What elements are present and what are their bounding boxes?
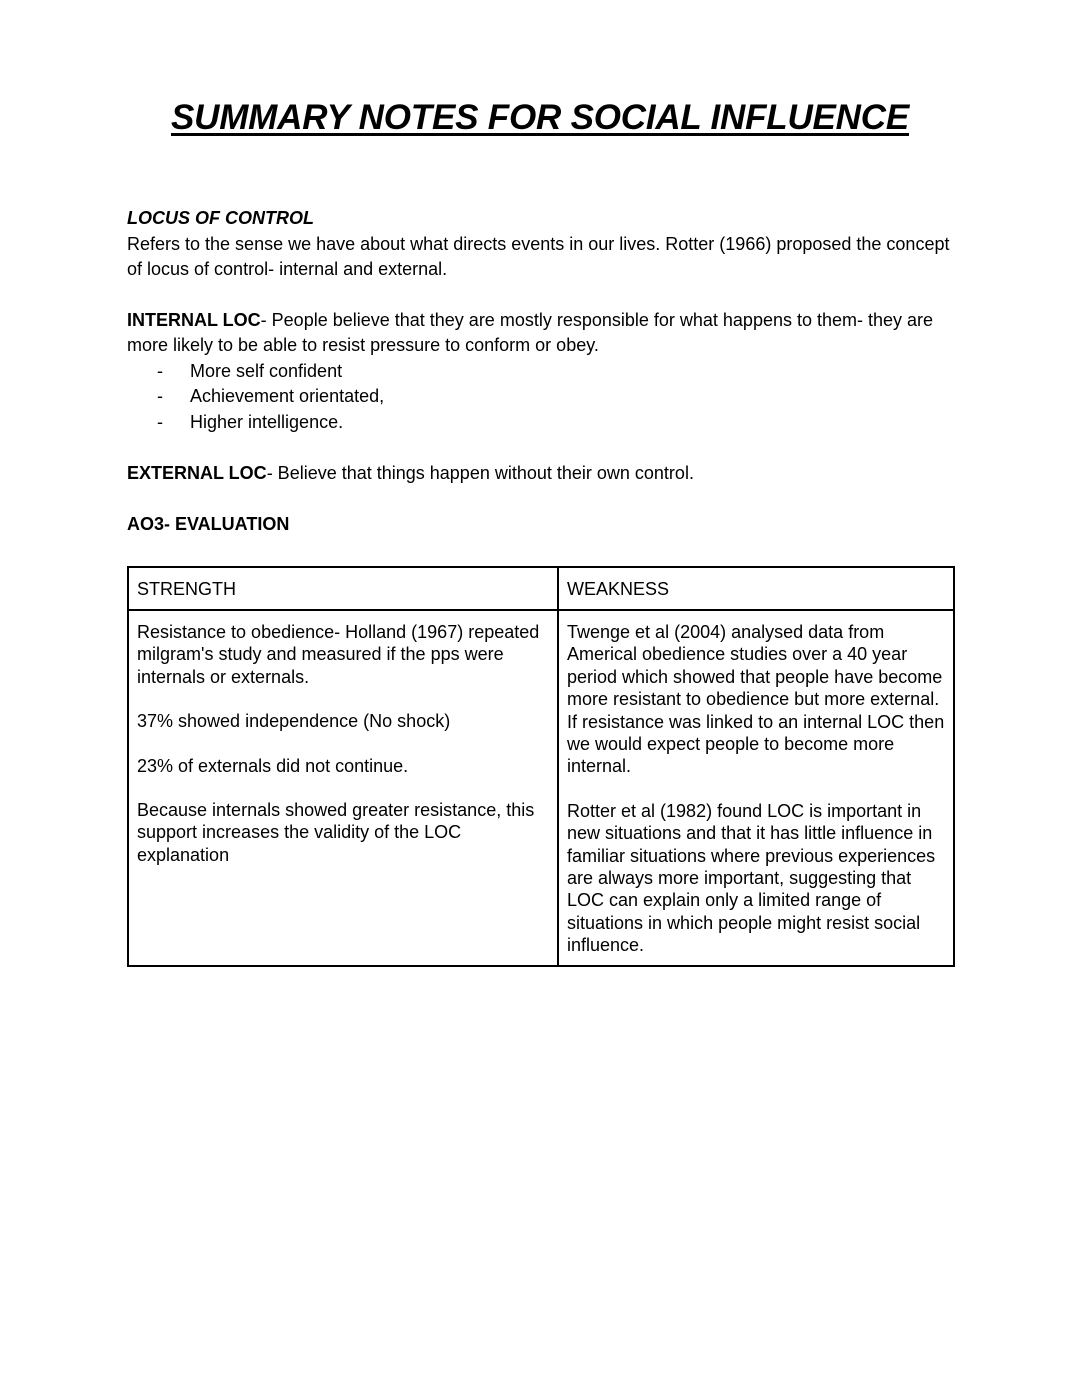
internal-loc-traits-list [127,359,957,436]
evaluation-table [127,566,955,967]
strength-column-header: STRENGTH [128,567,558,610]
table-header-row [128,567,954,610]
weakness-point: Rotter et al (1982) found LOC is important in new situations and that it has little influence in familiar situations where previous experiences are always more important, suggesting that LOC can explain only a limited range of situations in which people might resist social influence. [567,800,936,956]
external-loc-paragraph [127,461,957,487]
trait-text: Higher intelligence. [190,411,344,432]
list-item [127,410,957,436]
weakness-point: If resistance was linked to an internal LOC then we would expect people to become more internal. [567,711,945,777]
dash-bullet-icon: - [157,386,163,406]
strength-point: 37% showed independence (No shock) [137,711,451,732]
external-loc-text: - Believe that things happen without their own control. [266,463,694,483]
loc-heading: LOCUS OF CONTROL [127,208,314,228]
strength-point: 23% of externals did not continue. [137,755,409,776]
strength-point: Resistance to obedience- Holland (1967) repeated milgram's study and measured if the pps were internals or externals. [137,622,540,687]
page-title: SUMMARY NOTES FOR SOCIAL INFLUENCE [171,98,909,137]
external-loc-label: EXTERNAL LOC [127,463,267,483]
strength-cell [128,610,558,966]
weakness-cell [558,610,954,966]
internal-loc-paragraph [127,308,957,359]
trait-text: More self confident [190,360,343,381]
notes-body [127,206,957,537]
evaluation-heading: AO3- EVALUATION [127,513,290,534]
table-row [128,610,954,966]
strength-point: Because internals showed greater resistance, this support increases the validity of the LOC explanation [137,800,535,865]
loc-definition: Refers to the sense we have about what directs events in our lives. Rotter (1966) proposed the concept of locus of control- internal and external. [127,233,950,279]
trait-text: Achievement orientated, [190,386,385,406]
list-item [127,359,957,385]
dash-bullet-icon: - [157,411,163,432]
weakness-column-header: WEAKNESS [558,567,954,610]
internal-loc-label: INTERNAL LOC [127,309,261,330]
dash-bullet-icon: - [157,360,163,381]
internal-loc-text: - People believe that they are mostly responsible for what happens to them- they are more likely to be able to resist pressure to conform or obey. [127,309,934,355]
weakness-point: Twenge et al (2004) analysed data from Americal obedience studies over a 40 year period which showed that people have become more resistant to obedience but more external. [567,622,943,710]
list-item [127,384,957,410]
